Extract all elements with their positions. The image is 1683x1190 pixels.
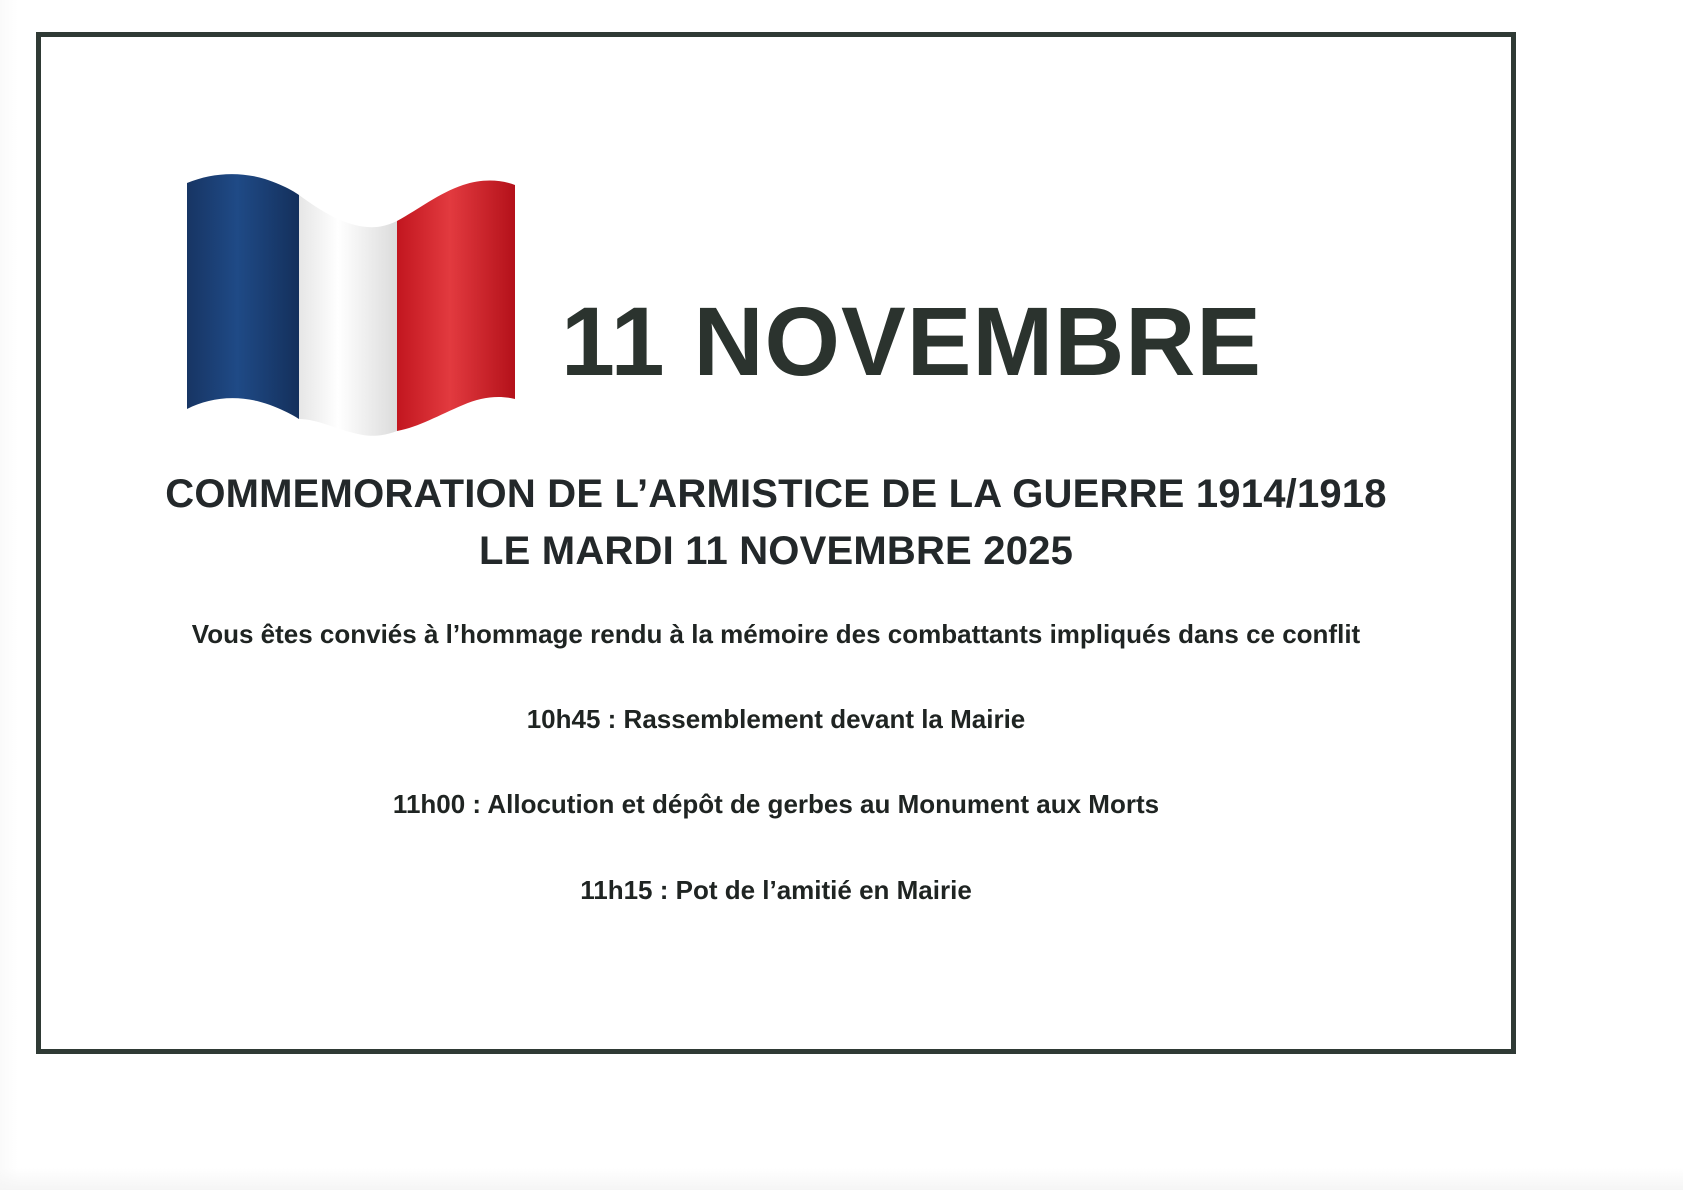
body-line-schedule-1115: 11h15 : Pot de l’amitié en Mairie (580, 874, 972, 905)
poster-header (41, 155, 1511, 455)
scan-edge-left (0, 0, 18, 1190)
poster-content (41, 37, 1511, 1049)
subtitle-line-commemoration: COMMEMORATION DE L’ARMISTICE DE LA GUERRE 1914/1918 (165, 472, 1387, 516)
scan-edge-bottom (0, 1168, 1683, 1190)
poster-body (41, 619, 1511, 906)
body-line-schedule-1045: 10h45 : Rassemblement devant la Mairie (526, 704, 1026, 735)
subtitle-line-date: LE MARDI 11 NOVEMBRE 2025 (478, 529, 1074, 574)
french-flag-icon (181, 169, 529, 437)
page-title: 11 NOVEMBRE (561, 287, 1262, 396)
poster-frame (36, 32, 1516, 1054)
body-line-schedule-1100: 11h00 : Allocution et dépôt de gerbes au Monument aux Morts (392, 789, 1160, 820)
body-line-invitation: Vous êtes conviés à l’hommage rendu à la mémoire des combattants impliqués dans ce conflit (191, 619, 1361, 649)
poster-subtitle (41, 469, 1511, 577)
